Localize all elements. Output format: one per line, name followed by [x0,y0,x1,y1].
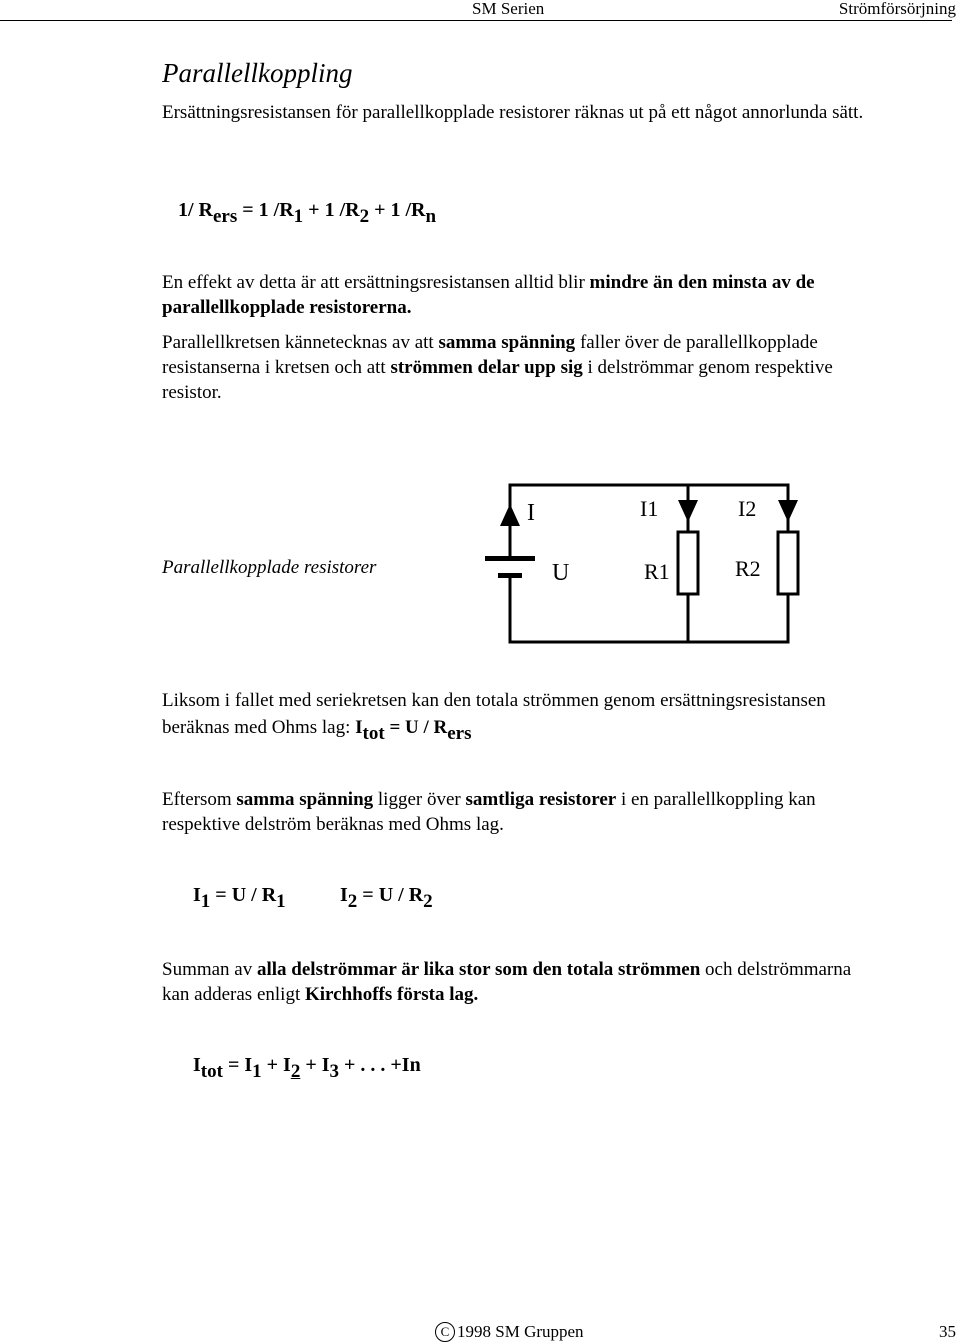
resistor-r2 [778,532,798,594]
label-r1: R1 [644,559,670,584]
parallel-circuit-diagram [480,480,800,650]
header-rule [0,20,952,21]
label-i: I [527,500,535,526]
total-current-formula: $I_{tot} = U / R_{ers}$ [355,717,472,744]
battery-symbol [485,556,535,578]
header-topic: Strömförsörjning [838,0,956,18]
effect-paragraph: En effekt av detta är att ersättningsresistansen alltid blir mindre än den minsta av de parallellkopplade resistorerna. [162,272,815,318]
branch-current-paragraph: Eftersom samma spänning ligger över samtliga resistorer i en parallellkoppling kan respektive delström beräknas med Ohms lag. [162,789,816,835]
label-i1: I1 [640,496,659,521]
page-title: Parallellkoppling [162,58,353,88]
current-arrow-i1 [678,500,698,522]
label-u: U [552,560,570,586]
figure-caption: Parallellkopplade resistorer [162,557,377,578]
parallel-circuit-paragraph: Parallellkretsen kännetecknas av att samma spänning faller över de parallellkopplade resistanserna i kretsen och att strömmen delar upp sig i delströmmar genom respektive resistor. [162,332,833,403]
page-number: 35 [939,1322,956,1341]
total-current-paragraph: Liksom i fallet med seriekretsen kan den totala strömmen genom ersättningsresistansen beräknas med Ohms lag: $I_{tot} = U / R_{ers}$ [162,690,826,744]
footer-copyright: C 1998 SM Gruppen [435,1320,584,1344]
equivalent-resistance-formula: 1/ $R_{ers} = 1$ $/R_1 + 1$ $/R_2 + 1$ $/R_n$ [178,199,437,227]
branch-current-formula-1: $I_1 = U / R_1$ [193,884,286,912]
current-arrow-i [500,504,520,526]
label-i2: I2 [738,496,757,521]
intro-paragraph: Ersättningsresistansen för parallellkopplade resistorer räknas ut på ett något annorlunda sätt. [162,102,864,123]
header-series: SM Serien [472,0,545,18]
current-arrow-i2 [778,500,798,522]
kirchhoff-sum-formula: $I_{tot} = I_1 + I_2 + I_3$ + . . . +In [193,1054,421,1082]
kirchhoff-paragraph: Summan av alla delströmmar är lika stor som den totala strömmen och delströmmarna kan adderas enligt Kirchhoffs första lag. [162,959,852,1005]
resistor-r1 [678,532,698,594]
branch-current-formula-2: $I_2 = U / R_2$ [340,884,433,912]
label-r2: R2 [735,556,761,581]
copyright-icon: C [435,1322,455,1342]
